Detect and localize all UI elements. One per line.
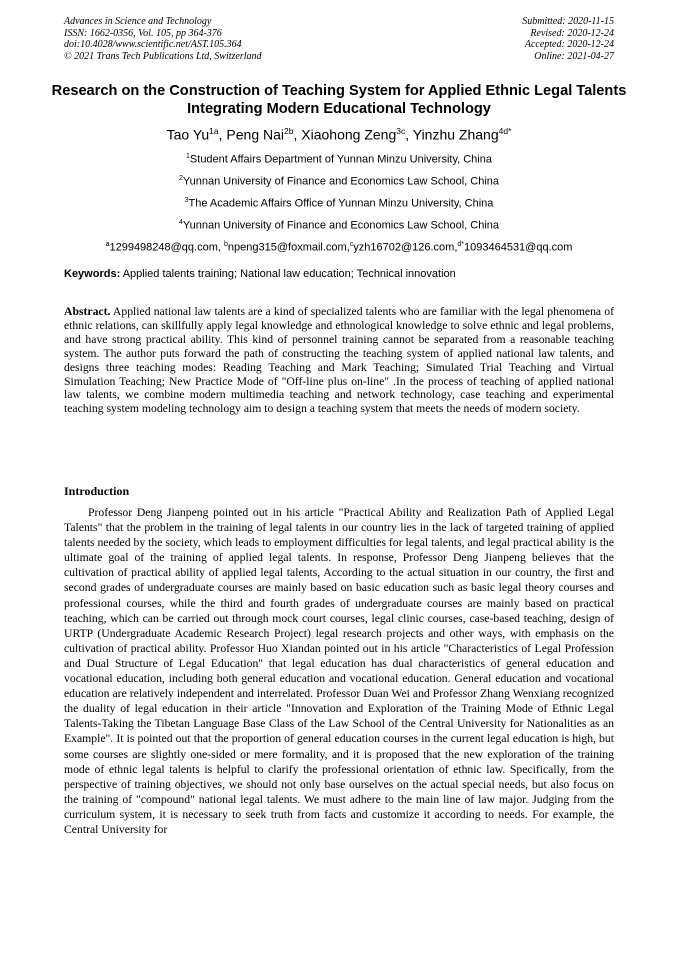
- affiliation: [40, 146, 638, 168]
- affiliation-list: [40, 146, 638, 256]
- author-name: Xiaohong Zeng: [301, 126, 397, 143]
- revised-date: Revised: 2020-12-24: [530, 27, 614, 39]
- author-list: Tao $Yu^{1a}$, Peng Nai$^{2b}$, Xiaohong Zeng$^{3c}$, Yinzhu Zhang$^{4d*}$: [166, 126, 512, 143]
- affiliation-sup: 1: [186, 153, 190, 160]
- author-name: Peng Nai: [226, 126, 285, 143]
- author-sup: 1a: [209, 126, 219, 136]
- online-date: Online: 2021-04-27: [534, 50, 614, 62]
- author-sup: 3c: [396, 126, 406, 136]
- email-sup: b: [224, 241, 228, 248]
- email-sup: a: [105, 241, 110, 248]
- affiliation: [40, 190, 638, 212]
- abstract-text: Applied national law talents are a kind of specialized talents who are familiar with the legal phenomena of ethnic relations, can skillfully apply legal knowledge and ethnological knowledge to solve ethnic and legal problems, and have strong practical ability. This kind of personnel training cannot be separated from a reasonable teaching system. The author puts forward the path of constructing the teaching system of applied national law talents, and designs three teaching modes: Reading Teaching and Mark Teaching; Simulated Trial Teaching and Virtual Simulation Teaching; New Practice Mode of "Off-line plus on-line" .In the process of teaching of applied national law talents, we combine modern multimedia teaching and network technology, case teaching and experimental teaching system modeling technology aim to design a teaching system that meets the needs of modern society.: [64, 305, 614, 416]
- email-link[interactable]: 1093464531@qq.com: [464, 241, 573, 254]
- email-sup: c: [349, 241, 354, 248]
- affiliation: [40, 212, 638, 234]
- affiliation-sup: 3: [184, 197, 189, 204]
- author-name: Tao Yu: [166, 126, 210, 143]
- author-sup: 2b: [284, 126, 294, 136]
- keywords-label: Keywords:: [64, 268, 121, 280]
- email-link[interactable]: 1299498248@qq.com,: [109, 241, 224, 254]
- email-link[interactable]: npeng315@foxmail.com,: [227, 241, 350, 254]
- keywords-text: Applied talents training; National law education; Technical innovation: [120, 268, 456, 280]
- paper-title: Research on the Construction of Teaching System for Applied Ethnic Legal Talents Integrating Modern Educational Technology: [51, 83, 627, 117]
- publication-dates: [522, 16, 614, 62]
- section-heading-introduction: Introduction: [64, 484, 130, 498]
- affiliation-text: Student Affairs Department of Yunnan Minzu University, China: [189, 153, 492, 166]
- abstract-label: Abstract.: [64, 305, 111, 318]
- affiliation-sup: 2: [178, 175, 183, 182]
- journal-header: [64, 16, 614, 64]
- author-sup: 4d*: [498, 126, 512, 136]
- issn-line: ISSN: 1662-0356, Vol. 105, pp 364-376: [64, 27, 222, 39]
- affiliation: [40, 168, 638, 190]
- journal-info: [64, 16, 262, 62]
- email-line: [40, 234, 638, 256]
- affiliation-text: Yunnan University of Finance and Economics Law School, China: [182, 219, 500, 232]
- copyright-line: © 2021 Trans Tech Publications Ltd, Switzerland: [64, 50, 262, 62]
- author-name: Yinzhu Zhang: [412, 126, 499, 143]
- email-link[interactable]: yzh16702@126.com,: [353, 241, 458, 254]
- abstract: [64, 305, 614, 416]
- introduction-paragraph: Professor Deng Jianpeng pointed out in his article "Practical Ability and Realization Path of Applied Legal Talents" that the problem in the training of legal talents in our country lies in the lack of targeted training of applied talents needed by the society, which leads to employment difficulties for legal talents, and legal practical ability is the ultimate goal of the training of applied legal talents. In response, Professor Deng Jianpeng believes that the cultivation of practical ability of applied legal talents, According to the actual situation in our country, the first and second grades of undergraduate courses are mainly based on basic education such as basic legal theory courses and professional courses, while the third and fourth grades of undergraduate courses are mainly based on practical teaching, which can be carried out through mock court courses, legal clinic courses, case-based teaching, design of URTP (Undergraduate Academic Research Project) legal research projects and other ways, with emphasis on the cultivation of practical ability. Professor Huo Xiandan pointed out in his article "Characteristics of Legal Profession and Dual Structure of Legal Education" that legal education has dual characteristics of general education and vocational education, including both general education and vocational education. General education and vocational education are relatively independent and interrelated. Professor Duan Wei and Professor Zhang Wenxiang recognized the duality of legal education in their article "Innovation and Exploration of the Training Mode of Ethnic Legal Talents-Taking the Tibetan Language Base Class of the Law School of the Central University for Nationalities as an Example". It is pointed out that the proportion of general education courses in the current legal education is high, but some courses are slightly one-sided or mere formality, and it is proposed that the new exploration of the training mode of ethnic legal talents is helpful to clarify the professional orientation of ethnic law. Specifically, from the perspective of training objectives, we should not only base ourselves on the actual special needs, but also focus on the training of "compound" national legal talents. We must adhere to the main line of law major. Judging from the curriculum system, it is necessary to seek truth from facts and customize it according to needs. For example, the Central University for: [64, 506, 614, 836]
- email-sup: d*: [457, 241, 464, 248]
- submitted-date: Submitted: 2020-11-15: [522, 16, 614, 27]
- keywords: [64, 267, 614, 281]
- affiliation-sup: 4: [178, 219, 183, 226]
- affiliation-text: The Academic Affairs Office of Yunnan Minzu University, China: [188, 197, 494, 210]
- affiliation-text: Yunnan University of Finance and Economics Law School, China: [182, 175, 500, 188]
- journal-name: Advances in Science and Technology: [64, 16, 212, 27]
- accepted-date: Accepted: 2020-12-24: [524, 39, 614, 51]
- doi-line: doi:10.4028/www.scientific.net/AST.105.364: [64, 39, 242, 51]
